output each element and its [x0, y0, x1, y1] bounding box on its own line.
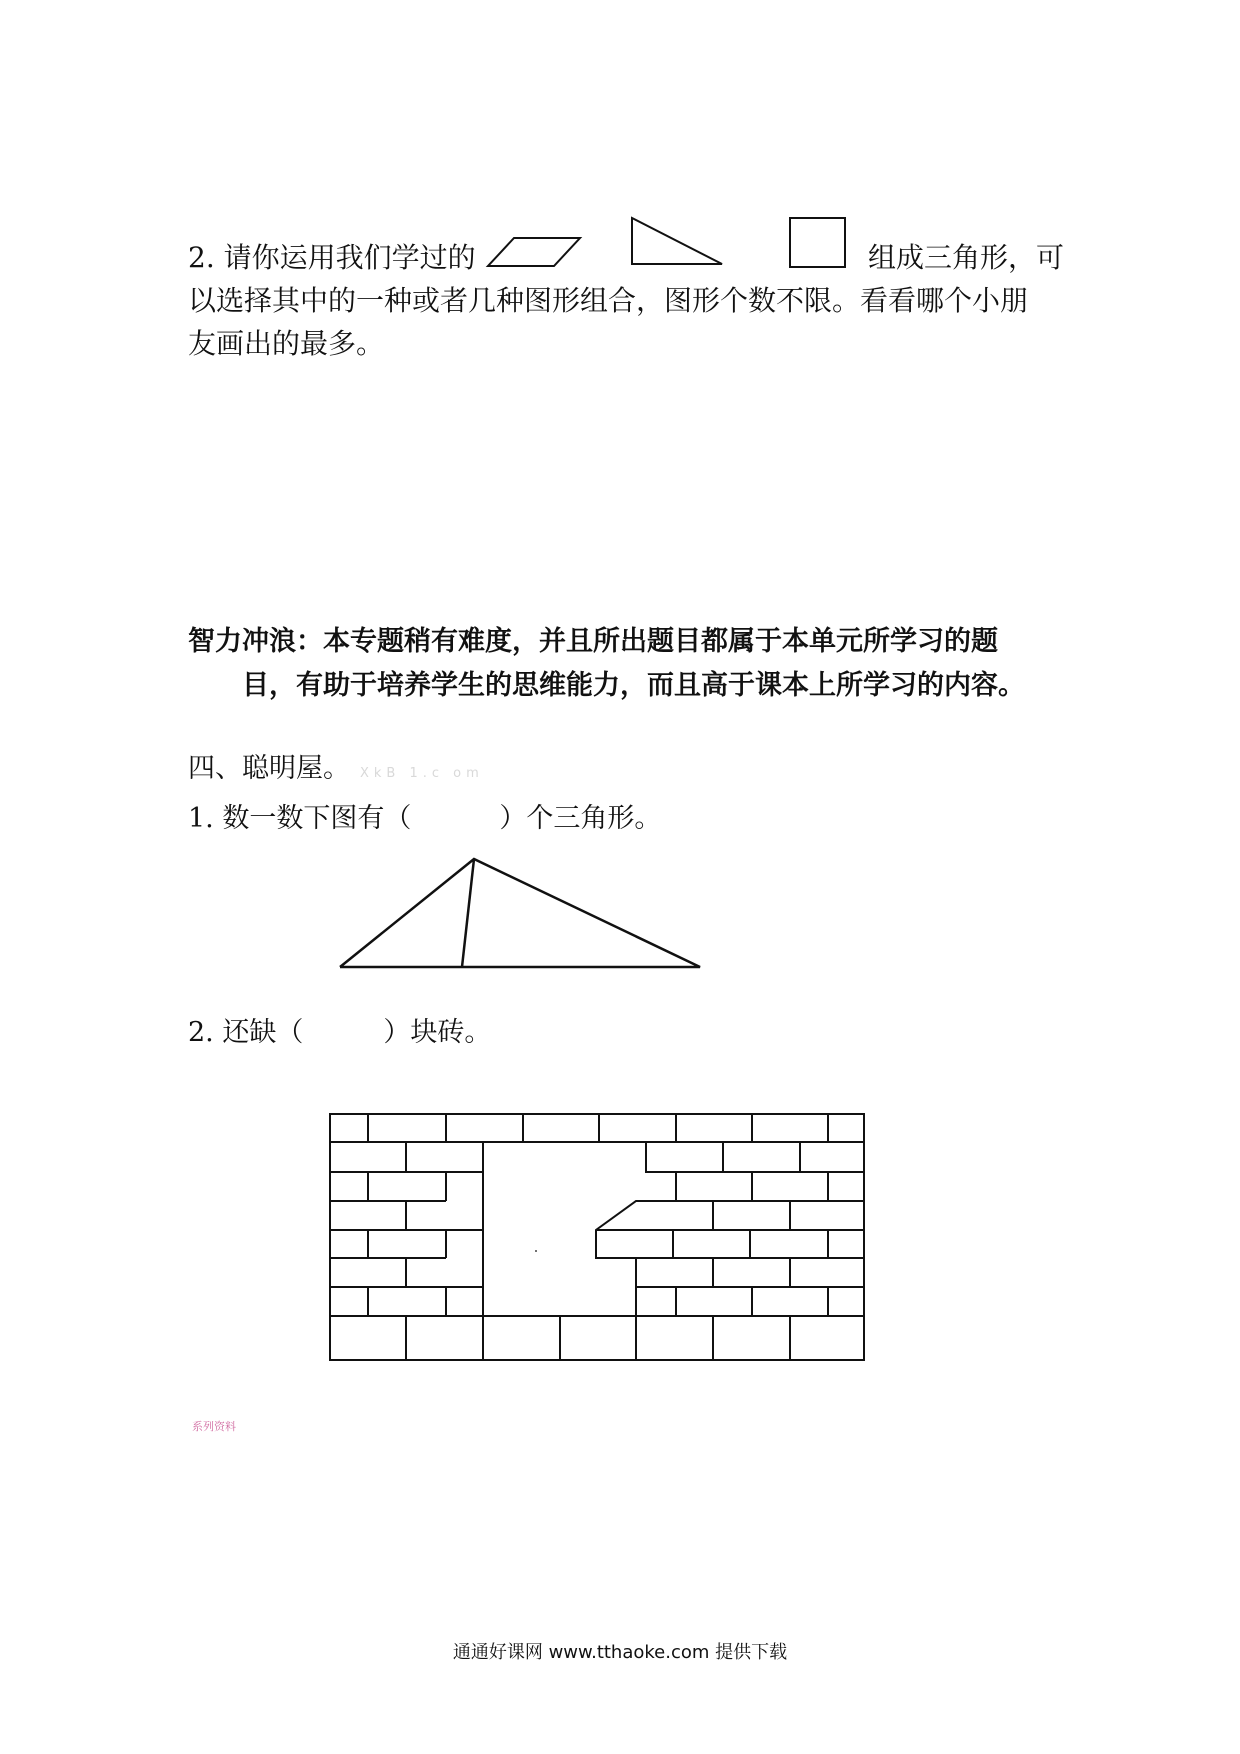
outer-triangle [340, 859, 700, 967]
question-2-prefix: 2. 请你运用我们学过的 [188, 241, 476, 274]
page-footer: 通通好课网 www.tthaoke.com 提供下载 [452, 1642, 788, 1663]
challenge-line-1: 智力冲浪：本专题稍有难度，并且所出题目都属于本单元所学习的题 [188, 626, 998, 657]
question-2-suffix: 组成三角形，可 [868, 241, 1065, 274]
question-2-line-2: 以选择其中的一种或者几种图形组合，图形个数不限。看看哪个小朋 [188, 284, 1029, 317]
question-2 [188, 236, 1068, 365]
brick-wall-figure [328, 1110, 868, 1364]
section-4-title: 四、聪明屋。 [188, 753, 350, 784]
small-note: 系列资料 [192, 1420, 236, 1433]
question-4-2-before: 2. 还缺（ [188, 1017, 304, 1048]
challenge-line-2: 目，有助于培养学生的思维能力，而且高于课本上所学习的内容。 [242, 670, 1025, 701]
section-4-heading [188, 746, 484, 785]
parallelogram-icon [484, 232, 584, 276]
dividing-line [462, 859, 474, 967]
question-2-line-1 [188, 236, 1068, 279]
question-4-2-after: ）块砖。 [383, 1017, 492, 1048]
watermark: XkB 1.c om [360, 766, 484, 781]
question-2-line-3: 友画出的最多。 [188, 327, 385, 360]
square-icon [788, 214, 850, 276]
challenge-note [188, 620, 1068, 708]
right-triangle-icon [630, 214, 730, 274]
question-4-1-before: 1. 数一数下图有（ [188, 803, 412, 834]
triangle-figure [330, 845, 710, 975]
question-4-1 [188, 796, 661, 835]
question-4-1-after: ）个三角形。 [499, 803, 662, 834]
question-4-2 [188, 1010, 491, 1049]
